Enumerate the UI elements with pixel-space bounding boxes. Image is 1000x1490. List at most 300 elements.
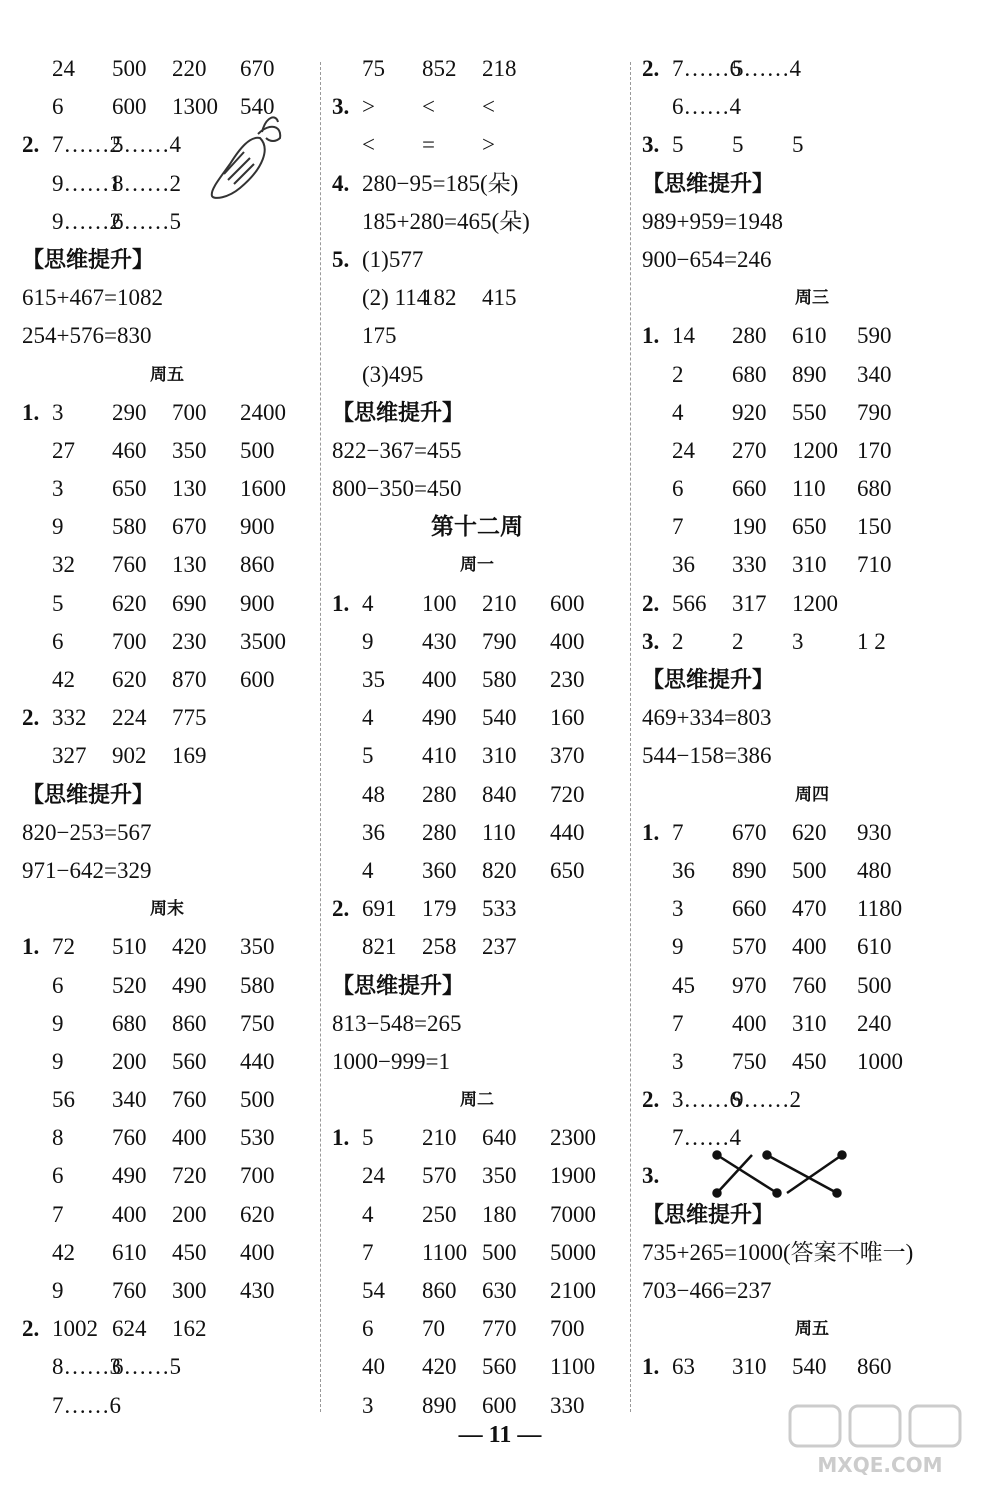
answer-row [332,126,622,164]
answer-cell: 480 [857,857,892,883]
equation: 989+959=1948 [642,208,783,234]
answer-cell: 210 [482,590,517,616]
answer-cell: 580 [240,972,275,998]
answer-cell: 590 [857,323,892,349]
answer-row [332,356,622,394]
answer-cell: 5 [362,1125,374,1151]
answer-cell: 700 [172,399,207,425]
equation: 280−95=185(朵) [362,170,519,196]
answer-cell: 790 [482,628,517,654]
answer-cell: 290 [112,399,147,425]
equation: 822−367=455 [332,437,462,463]
answer-cell: 182 [422,285,457,311]
answer-cell: 27 [52,437,75,463]
answer-cell: 179 [422,896,457,922]
answer-cell: (3)495 [362,361,424,387]
equation: 615+467=1082 [22,285,163,311]
answer-cell: 110 [792,476,826,502]
answer-cell: 180 [482,1201,517,1227]
answer-cell: 1000 [857,1048,903,1074]
answer-cell: 430 [240,1278,275,1303]
answer-cell: 14 [672,323,695,349]
answer-cell: 175 [362,323,397,349]
answer-cell: 110 [482,819,516,845]
answer-cell: 72 [52,934,75,960]
answer-cell: 1002 [52,1316,98,1342]
answer-row [332,1387,622,1425]
answer-cell: 500 [240,1087,275,1113]
answer-row [332,1196,622,1234]
answer-row [332,661,622,699]
answer-cell: 860 [422,1278,457,1303]
answer-cell: 400 [240,1239,275,1265]
carrot-icon [200,108,290,228]
answer-cell: 4 [362,857,374,883]
answer-cell: 7 [362,1239,374,1265]
answer-cell: 70 [422,1316,445,1342]
question-number: 3. [642,628,660,654]
answer-row [642,1005,982,1043]
answer-cell: 7 [52,1201,64,1227]
answer-cell: 700 [112,628,147,654]
answer-cell: 490 [172,972,207,998]
answer-cell: 490 [422,705,457,731]
answer-cell: 5 [672,132,684,158]
answer-cell: 533 [482,896,517,922]
answer-row [642,356,982,394]
answer-row [332,623,622,661]
answer-cell: 2 [672,361,684,387]
column-divider-left [320,62,321,1412]
answer-cell: 720 [172,1163,207,1189]
answer-cell: 710 [857,552,892,578]
answer-cell: 520 [112,972,147,998]
answer-row [642,546,982,584]
question-number: 3. [642,132,660,158]
answer-row [332,699,622,737]
answer-cell: 410 [422,743,457,769]
answer-row [642,165,982,203]
answer-cell: 3……6 [672,1087,741,1113]
answer-cell: 48 [362,781,385,807]
answer-cell: 970 [732,972,767,998]
answer-row [22,1005,312,1043]
answer-cell: 9 [672,934,684,960]
answer-cell: 130 [172,476,207,502]
answer-cell: 237 [482,934,517,960]
answer-row [332,394,622,432]
answer-cell: 340 [112,1087,147,1113]
equation: 735+265=1000(答案不唯一) [642,1239,914,1265]
answer-cell: 35 [362,667,385,692]
answer-cell: 440 [240,1048,275,1074]
answer-cell: 6 [672,476,684,502]
answer-cell: 6 [52,94,64,120]
answer-cell: 9……2 [52,208,121,234]
answer-cell: 420 [172,934,207,960]
question-number: 3. [332,94,350,120]
answer-cell: 3 [52,476,64,502]
answer-cell: 680 [857,476,892,502]
answer-cell: 890 [732,857,767,883]
answer-cell: 9……2 [732,1087,801,1113]
answer-row [332,1005,622,1043]
answer-cell: 760 [112,1278,147,1303]
answer-row [332,1310,622,1348]
answer-cell: 8 [52,1125,64,1151]
answer-cell: 218 [482,56,517,81]
answer-row [642,967,982,1005]
answer-cell: 75 [362,56,385,81]
answer-row [22,1196,312,1234]
answer-cell: 670 [240,56,275,81]
answer-cell: 1200 [792,590,838,616]
answer-row [332,1272,622,1310]
answer-cell: 230 [172,628,207,654]
answer-cell: 224 [112,705,147,731]
answer-row [332,967,622,1005]
answer-cell: 6……5 [112,1354,181,1380]
answer-cell: 400 [422,667,457,692]
answer-row [332,928,622,966]
day-title: 周末 [150,899,184,920]
answer-cell: 400 [112,1201,147,1227]
answer-cell: 327 [52,743,87,769]
answer-cell: 570 [732,934,767,960]
answer-cell: 460 [112,437,147,463]
answer-cell: 720 [550,781,585,807]
answer-cell: 2400 [240,399,286,425]
answer-cell: 5……4 [732,56,801,81]
question-number: 2. [22,705,40,731]
answer-row [642,661,982,699]
equation: 820−253=567 [22,819,152,845]
answer-cell: 360 [422,857,457,883]
answer-cell: 190 [732,514,767,540]
answer-row [332,852,622,890]
answer-row [642,928,982,966]
answer-cell: 45 [672,972,695,998]
question-number: 2. [642,56,660,81]
question-number: 4. [332,170,350,196]
answer-cell: 250 [422,1201,457,1227]
answer-cell: 310 [792,552,827,578]
section-heading: 【思维提升】 [642,1202,775,1228]
answer-cell: 6 [52,972,64,998]
answer-cell: 8……3 [52,1354,121,1380]
answer-cell: 3 [362,1392,374,1418]
answer-cell: 600 [482,1392,517,1418]
answer-cell: 852 [422,56,457,81]
page-number: — 11 — [458,1422,542,1448]
answer-row [22,776,312,814]
answer-cell: 660 [732,476,767,502]
answer-row [22,967,312,1005]
answer-row [642,88,982,126]
answer-cell: 56 [52,1087,75,1113]
answer-cell: 620 [792,819,827,845]
answer-cell: 310 [792,1010,827,1036]
answer-cell: 9 [52,1010,64,1036]
answer-cell: 840 [482,781,517,807]
answer-cell: 680 [112,1010,147,1036]
answer-cell: 760 [112,552,147,578]
answer-row [332,88,622,126]
answer-cell: 700 [550,1316,585,1342]
answer-cell: 6……4 [672,94,741,120]
column-divider-right [630,62,631,1412]
answer-cell: 210 [422,1125,457,1151]
equation: 703−466=237 [642,1278,772,1303]
answer-row [642,1157,982,1195]
answer-cell: 1180 [857,896,903,922]
answer-cell: 691 [362,896,397,922]
answer-cell: 350 [240,934,275,960]
answer-cell: 9……1 [52,170,121,196]
answer-cell: 860 [172,1010,207,1036]
answer-row [22,394,312,432]
answer-cell: 1100 [550,1354,596,1380]
answer-row [332,317,622,355]
equation: 971−642=329 [22,857,152,883]
answer-row [22,1234,312,1272]
answer-cell: 2 [672,628,684,654]
answer-cell: 24 [52,56,75,81]
answer-cell: 610 [792,323,827,349]
equation: 1000−999=1 [332,1048,450,1074]
question-number: 1. [642,323,660,349]
answer-cell: 42 [52,667,75,692]
answer-cell: 24 [672,437,695,463]
watermark-logo [780,1400,980,1480]
question-number: 2. [22,1316,40,1342]
section-heading: 【思维提升】 [642,171,775,197]
question-number: 1. [642,819,660,845]
answer-cell: 7……6 [672,56,741,81]
answer-cell: 670 [172,514,207,540]
matching-lines-diagram [707,1149,857,1199]
answer-cell: 5000 [550,1239,596,1265]
answer-cell: 8……2 [112,170,181,196]
answer-row [22,546,312,584]
answer-cell: 310 [482,743,517,769]
answer-cell: 620 [240,1201,275,1227]
answer-cell: 2100 [550,1278,596,1303]
answer-row [642,432,982,470]
answer-row [642,203,982,241]
answer-cell: 36 [672,552,695,578]
answer-cell: 510 [112,934,147,960]
answer-cell: 280 [732,323,767,349]
answer-cell: 332 [52,705,87,731]
answer-cell: 680 [732,361,767,387]
answer-row [22,241,312,279]
answer-cell: 54 [362,1278,385,1303]
answer-cell: 760 [172,1087,207,1113]
answer-cell: 1900 [550,1163,596,1189]
answer-row [332,165,622,203]
answer-cell: 6 [52,628,64,654]
answer-column-1 [22,50,312,1425]
answer-cell: < [362,132,375,158]
answer-row [22,661,312,699]
answer-cell: 430 [422,628,457,654]
answer-row [642,50,982,88]
answer-row [22,585,312,623]
answer-cell: 670 [732,819,767,845]
answer-cell: 821 [362,934,397,960]
answer-row [22,50,312,88]
answer-cell: 6 [52,1163,64,1189]
answer-row [22,1272,312,1310]
answer-cell: 500 [112,56,147,81]
answer-row [22,279,312,317]
answer-row [642,126,982,164]
answer-row [22,470,312,508]
answer-cell: 420 [422,1354,457,1380]
answer-cell: 220 [172,56,207,81]
answer-cell: 610 [112,1239,147,1265]
answer-cell: 750 [240,1010,275,1036]
answer-cell: 32 [52,552,75,578]
answer-row [22,1157,312,1195]
answer-cell: 870 [172,667,207,692]
answer-cell: 200 [172,1201,207,1227]
answer-cell: 540 [482,705,517,731]
equation: 800−350=450 [332,476,462,502]
answer-cell: 2300 [550,1125,596,1151]
answer-cell: 650 [550,857,585,883]
answer-row [642,394,982,432]
answer-cell: 640 [482,1125,517,1151]
answer-cell: 490 [112,1163,147,1189]
answer-row [332,737,622,775]
week-title: 第十二周 [431,514,523,541]
answer-row [642,508,982,546]
answer-cell: 860 [240,552,275,578]
answer-cell: 566 [672,590,707,616]
answer-cell: 6 [362,1316,374,1342]
answer-cell: 4 [672,399,684,425]
answer-row [642,1272,982,1310]
answer-row [22,1081,312,1119]
answer-cell: 900 [240,590,275,616]
answer-cell: 36 [672,857,695,883]
answer-row [22,317,312,355]
answer-cell: 920 [732,399,767,425]
answer-row [642,1081,982,1119]
answer-cell: 7……6 [52,1392,121,1418]
answer-cell: 40 [362,1354,385,1380]
answer-cell: 350 [172,437,207,463]
answer-cell: 500 [240,437,275,463]
answer-cell: 3 [792,628,804,654]
answer-cell: 162 [172,1316,207,1342]
answer-row [22,1348,312,1386]
answer-cell: 650 [112,476,147,502]
answer-cell: 902 [112,743,147,769]
answer-cell: 7000 [550,1201,596,1227]
answer-cell: 3 [672,1048,684,1074]
answer-cell: > [482,132,495,158]
answer-row [642,699,982,737]
answer-cell: 4 [362,590,374,616]
answer-cell: 280 [422,819,457,845]
answer-row [642,814,982,852]
answer-cell: 150 [857,514,892,540]
answer-cell: 1 2 [857,628,886,654]
answer-column-2 [332,50,622,1425]
answer-row [332,470,622,508]
answer-cell: 9 [362,628,374,654]
answer-row [642,852,982,890]
question-number: 2. [642,590,660,616]
answer-row [642,317,982,355]
answer-row [332,241,622,279]
day-title: 周五 [150,364,184,385]
answer-cell: 300 [172,1278,207,1303]
answer-cell: 750 [732,1048,767,1074]
answer-cell: 620 [112,590,147,616]
answer-cell: 63 [672,1354,695,1380]
answer-row [332,279,622,317]
answer-cell: 4 [362,1201,374,1227]
answer-row [642,585,982,623]
question-number: 1. [22,934,40,960]
answer-cell: 624 [112,1316,147,1342]
answer-row [22,623,312,661]
answer-cell: 169 [172,743,207,769]
answer-column-3 [642,50,982,1387]
answer-cell: 9 [52,1278,64,1303]
answer-cell: < [482,94,495,120]
answer-cell: 700 [240,1163,275,1189]
answer-cell: 450 [172,1239,207,1265]
answer-row [642,1043,982,1081]
answer-cell: 330 [550,1392,585,1418]
answer-cell: 270 [732,437,767,463]
answer-row [22,852,312,890]
answer-row [332,432,622,470]
question-number: 1. [332,1125,350,1151]
answer-row [642,1234,982,1272]
answer-row [22,737,312,775]
answer-cell: 3 [52,399,64,425]
answer-row [642,1196,982,1234]
answer-cell: 760 [792,972,827,998]
answer-cell: 470 [792,896,827,922]
answer-cell: 570 [422,1163,457,1189]
answer-cell: 450 [792,1048,827,1074]
answer-row [642,1348,982,1386]
answer-cell: 9 [52,514,64,540]
svg-text:MXQE.COM: MXQE.COM [817,1453,943,1477]
day-title: 周四 [795,784,829,805]
answer-cell: 775 [172,705,207,731]
answer-row [332,1348,622,1386]
answer-cell: > [362,94,375,120]
answer-cell: 42 [52,1239,75,1265]
answer-cell: 620 [112,667,147,692]
answer-cell: 5……4 [112,132,181,158]
equation: 813−548=265 [332,1010,462,1036]
answer-cell: 230 [550,667,585,692]
answer-row [642,623,982,661]
answer-cell: 770 [482,1316,517,1342]
equation: (1)577 [362,246,424,272]
answer-cell: 350 [482,1163,517,1189]
answer-cell: 130 [172,552,207,578]
